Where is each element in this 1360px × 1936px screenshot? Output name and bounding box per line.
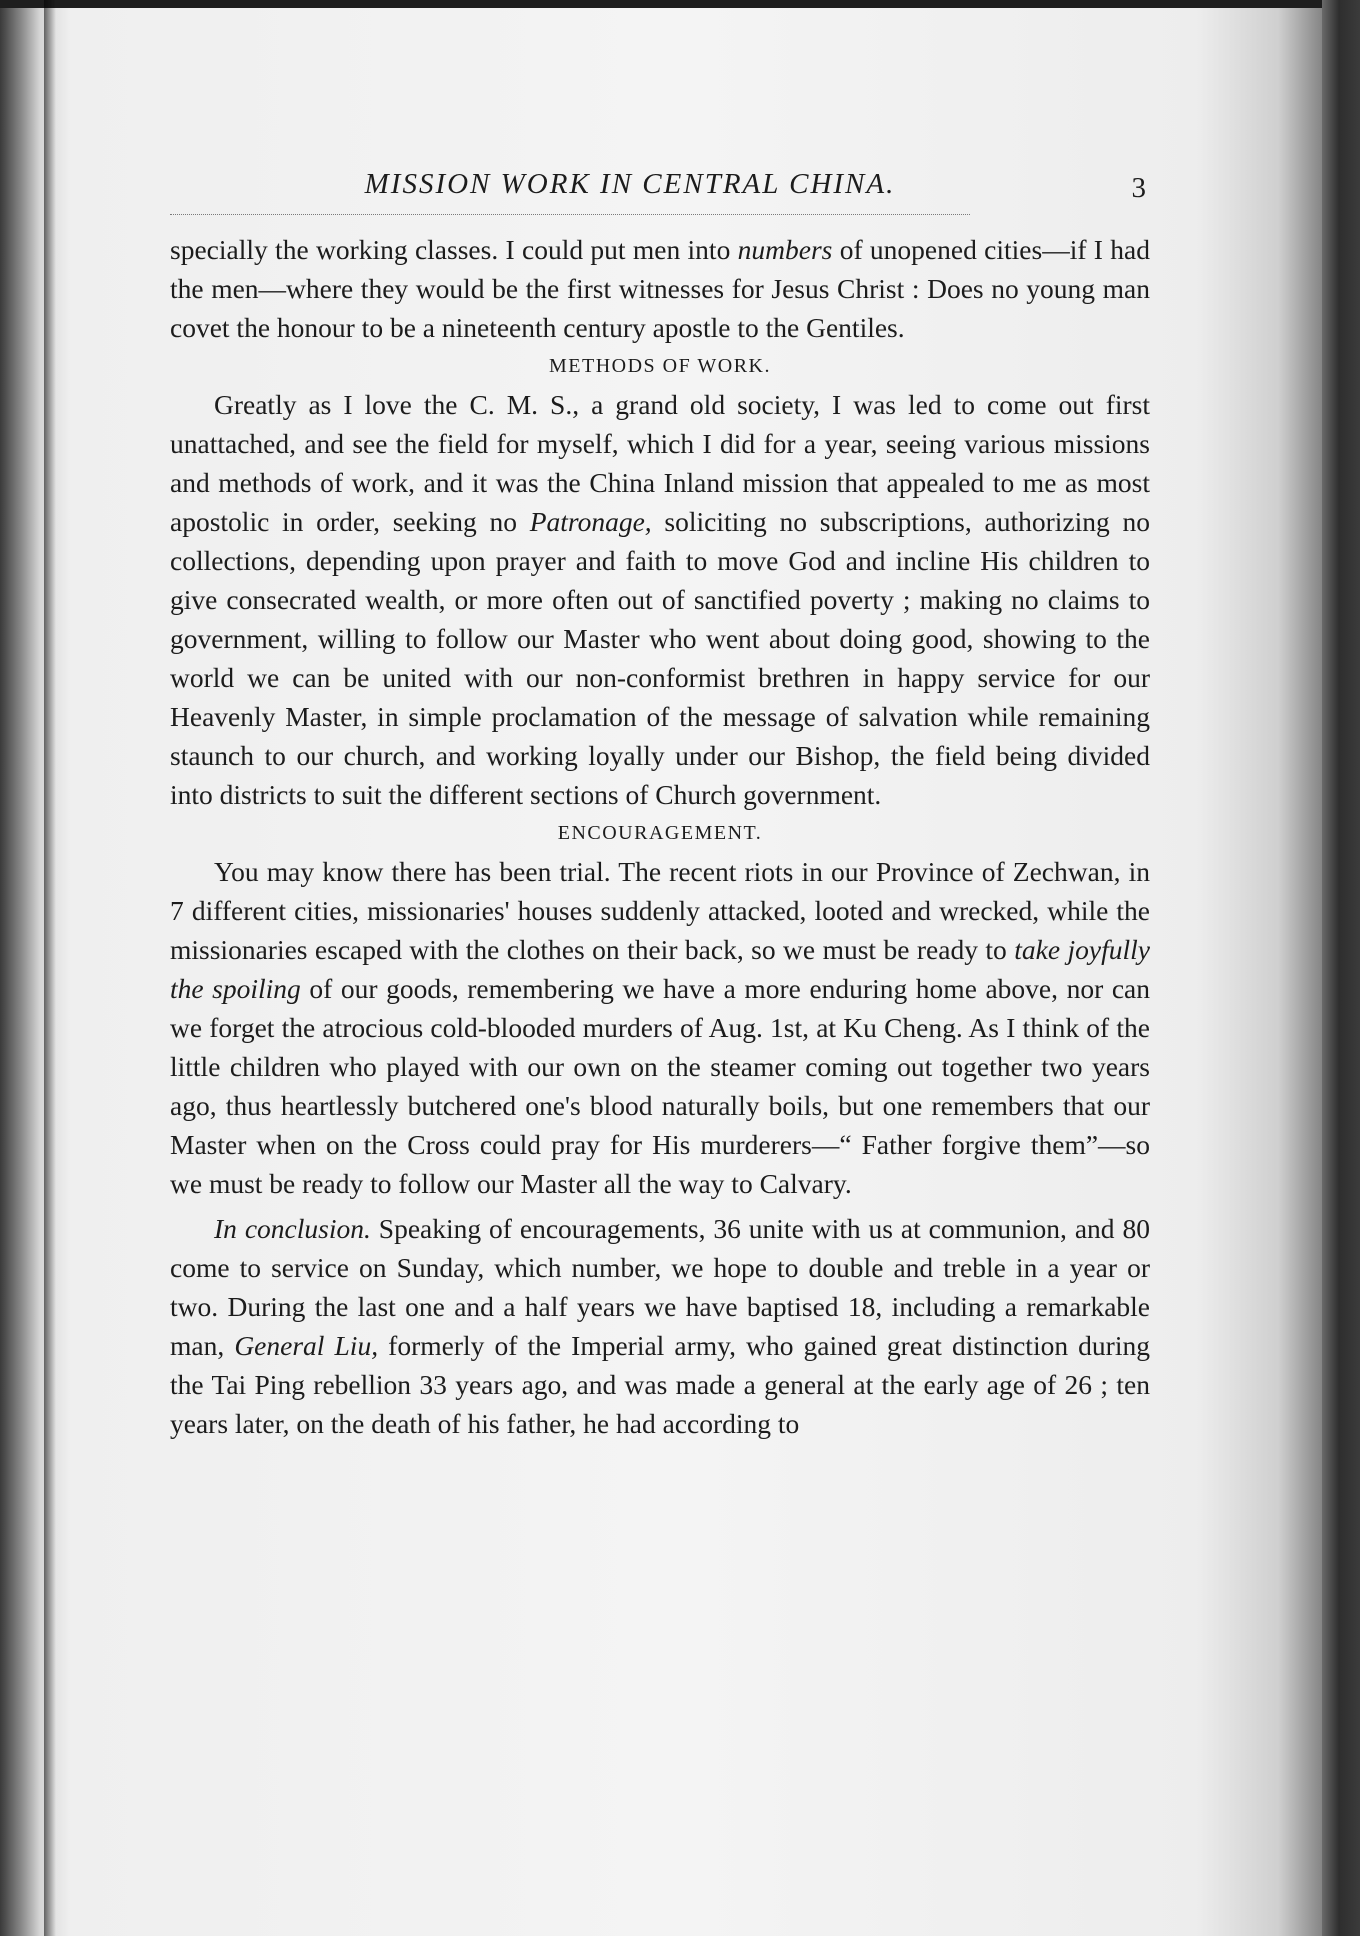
text-run: You may know there has been trial. The recent riots in our Province of Zechwan, in 7 different cities, missionaries' houses suddenly attacked, looted and wrecked, while the missionaries escaped with the clothes on their back, so we must be ready to — [170, 856, 1150, 965]
text-run: specially the working classes. I could put men into — [170, 234, 738, 265]
italic-run: Patronage, — [529, 506, 652, 537]
text-run: Greatly as I love the C. M. S., a grand old society, I was led to come out first unattached, and see the field for myself, which I did for a year, seeing various missions and methods of work, and it was the China Inland mission that appealed to me as most apostolic in order, seeking no — [170, 389, 1150, 537]
book-edge — [1322, 0, 1360, 1936]
italic-run: numbers — [737, 234, 833, 265]
page-number: 3 — [1131, 172, 1146, 204]
running-header — [170, 160, 1150, 204]
gutter-shadow — [44, 0, 56, 1936]
section-heading-encouragement: ENCOURAGEMENT. — [557, 822, 763, 844]
text-run: Speaking of encouragements, 36 unite with us at communion, and 80 come to service on Sunday, which number, we hope to double and treble in a year or two. During the last one and a half years we have baptised 18, including a remarkable man, — [170, 1213, 1150, 1361]
text-run: soliciting no subscriptions, authorizing no collections, depending upon prayer and faith to move God and incline His children to give consecrated wealth, or more often out of sanctified poverty ; making no claims to government, willing to follow our Master who went about doing good, showing to the world we can be united with our non-conformist brethren in happy service for our Heavenly Master, in simple proclamation of the message of salvation while remaining staunch to our church, and working loyally under our Bishop, the field being divided into districts to suit the different sections of Church government. — [170, 506, 1150, 810]
italic-run: General Liu, — [234, 1330, 379, 1361]
header-rule — [170, 214, 970, 216]
running-title: MISSION WORK IN CENTRAL CHINA. — [364, 168, 896, 200]
paragraph-encouragement — [170, 852, 1150, 1203]
paragraph-conclusion — [170, 1209, 1150, 1443]
italic-run: take joyfully the spoiling — [170, 934, 1150, 1004]
page-content — [170, 160, 1150, 1443]
text-run: of our goods, remembering we have a more enduring home above, nor can we forget the atrocious cold-blooded murders of Aug. 1st, at Ku Cheng. As I think of the little children who played with our own on the steamer coming out together two years ago, thus heartlessly butchered one's blood naturally boils, but one remembers that our Master when on the Cross could pray for His murderers—“ Father forgive them”—so we must be ready to follow our Master all the way to Calvary. — [170, 973, 1150, 1199]
top-edge-shadow — [0, 0, 1360, 8]
text-run: of unopened cities—if I had the men—where they would be the first witnesses for Jesus Christ : Does no young man covet the honour to be a nineteenth century apostle to the Gentiles. — [170, 234, 1150, 343]
section-heading-methods: METHODS OF WORK. — [549, 355, 771, 377]
paragraph-continuation — [170, 230, 1150, 347]
text-run: formerly of the Imperial army, who gained great distinction during the Tai Ping rebellion 33 years ago, and was made a general at the early age of 26 ; ten years later, on the death of his father, he had according to — [170, 1330, 1150, 1439]
italic-run: In conclusion. — [214, 1213, 371, 1244]
paragraph-methods — [170, 385, 1150, 814]
